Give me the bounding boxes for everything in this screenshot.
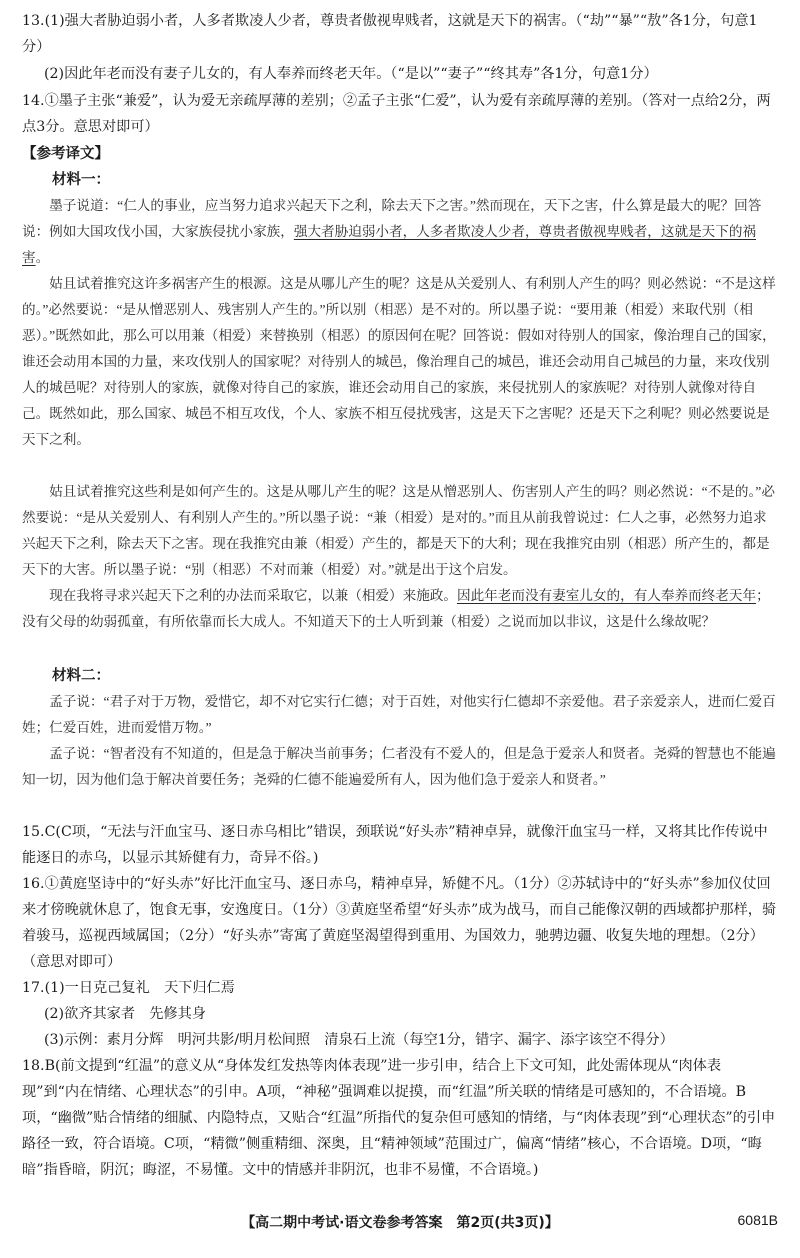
material-2-paragraph-2: 孟子说：“智者没有不知道的，但是急于解决当前事务；仁者没有不爱人的，但是急于爱亲人和贤者。尧舜的智慧也不能遍知一切，因为他们急于解决首要任务；尧舜的仁德不能遍爱所有人，因为他们急于爱亲人和贤者。” — [22, 746, 776, 787]
answer-13-part-1: 13.(1)强大者胁迫弱小者，人多者欺凌人少者，尊贵者傲视卑贱者，这就是天下的祸害。（“劫”“暴”“敖”各1分，句意1分） — [22, 13, 758, 55]
translation-header: 【参考译文】 — [22, 146, 109, 162]
underlined-passage-3: 有人奉养而终老天年 — [633, 588, 757, 603]
answer-15: 15.C(C项，“无法与汗血宝马、逐日赤乌相比”错误，颈联说“好头赤”精神卓异，就像汗血宝马一样，又将其比作传说中能逐日的赤乌，以显示其矫健有力，奇异不俗。) — [22, 824, 768, 866]
answer-17-part-1: 17.(1)一日克己复礼 天下归仁焉 — [22, 980, 235, 996]
answer-17-part-2: (2)欲齐其家者 先修其身 — [44, 1006, 206, 1022]
material-2-title: 材料二： — [52, 668, 110, 684]
answer-18: 18.B(前文提到“红温”的意义从“身体发红发热等肉体表现”进一步引申，结合上下文可知，此处需体现从“肉体表现”到“内在情绪、心理状态”的引申。A项，“神秘”强调难以捉摸，而“红温”所关联的情绪是可感知的，不合语境。B项，“幽微”贴合情绪的细腻、内隐特点，又贴合“红温”所指代的复杂但可感知的情绪，与“肉体表现”到“心理状态”的引申路径一致，符合语境。C项，“精微”侧重精细、深奥，且“精神领域”范围过广，偏离“情绪”核心，不合语境。D项，“晦暗”指昏暗，阴沉；晦涩，不易懂。文中的情感并非阴沉，也非不易懂，不合语境。) — [22, 1058, 776, 1178]
footer-code: 6081B — [737, 1212, 778, 1228]
answer-17-part-3: (3)示例：素月分辉 明河共影/明月松间照 清泉石上流（每空1分，错字、漏字、添字该空不得分） — [44, 1032, 674, 1048]
material-1-paragraph-4: 现在我将寻求兴起天下之利的办法而采取它，以兼（相爱）来施政。因此年老而没有妻室儿女的，有人奉养而终老天年；没有父母的幼弱孤童，有所依靠而长大成人。不知道天下的士人听到兼（相爱）之说而加以非议，这是什么缘故呢？ — [22, 588, 770, 629]
material-1-paragraph-2: 姑且试着推究这许多祸害产生的根源。这是从哪儿产生的呢？这是从关爱别人、有利别人产生的吗？则必然说：“不是这样的。”必然要说：“是从憎恶别人、残害别人产生的。”所以别（相恶）是不对的。所以墨子说：“要用兼（相爱）来取代别（相恶）。”既然如此，那么可以用兼（相爱）来替换别（相恶）的原因何在呢？回答说：假如对待别人的国家，像治理自己的国家，谁还会动用本国的力量，来攻伐别人的国家呢？对待别人的城邑，像治理自己的城邑，谁还会动用自己城邑的力量，来攻伐别人的城邑呢？对待别人的家族，就像对待自己的家族，谁还会动用自己的家族，来侵扰别人的家族呢？对待别人就像对待自己。既然如此，那么国家、城邑不相互攻伐，个人、家族不相互侵扰残害，这是天下之害呢？还是天下之利呢？则必然要说是天下之利。 — [22, 276, 776, 447]
material-1-paragraph-1: 墨子说道：“仁人的事业，应当努力追求兴起天下之利，除去天下之害。”然而现在，天下之害，什么算是最大的呢？回答说：例如大国攻伐小国，大家族侵扰小家族，强大者胁迫弱小者，人多者欺凌人少者，尊贵者傲视卑贱者，这就是天下的祸害。 — [22, 198, 762, 265]
answer-16: 16.①黄庭坚诗中的“好头赤”好比汗血宝马、逐日赤乌，精神卓异，矫健不凡。（1分）②苏轼诗中的“好头赤”参加仪仗回来才傍晚就休息了，饱食无事，安逸度日。（1分）③黄庭坚希望“好头赤”成为战马，而自己能像汉朝的西域都护那样，骑着骏马，巡视西域属国；（2分）“好头赤”寄寓了黄庭坚渴望得到重用、为国效力，驰骋边疆、收复失地的理想。（2分）（意思对即可） — [22, 876, 777, 970]
material-1-paragraph-3: 姑且试着推究这些利是如何产生的。这是从哪儿产生的呢？这是从憎恶别人、伤害别人产生的吗？则必然说：“不是的。”必然要说：“是从关爱别人、有利别人产生的。”所以墨子说：“兼（相爱）是对的。”而且从前我曾说过：仁人之事，必然努力追求兴起天下之利，除去天下之害。现在我推究由兼（相爱）产生的，都是天下的大利；现在我推究由别（相恶）所产生的，都是天下的大害。所以墨子说：“别（相恶）不对而兼（相爱）对。”就是出于这个启发。 — [22, 484, 775, 577]
underlined-passage-1: 强大者胁迫弱小者，人多者欺凌人少者，尊贵者傲视卑贱者，这就是天下的祸害 — [22, 224, 757, 265]
answer-13-part-2: (2)因此年老而没有妻子儿女的，有人奉养而终老天年。（“是以”“妻子”“终其寿”各1分，句意1分） — [44, 66, 658, 82]
answer-14: 14.①墨子主张“兼爱”，认为爱无亲疏厚薄的差别；②孟子主张“仁爱”，认为爱有亲疏厚薄的差别。（答对一点给2分，两点3分。意思对即可） — [22, 93, 771, 135]
material-1-title: 材料一： — [52, 172, 110, 188]
underlined-passage-2: 因此年老而没有妻室儿女的， — [457, 588, 634, 603]
footer-title: 【高二期中考试·语文卷参考答案 第2页(共3页)】 — [241, 1215, 559, 1231]
material-2-paragraph-1: 孟子说：“君子对于万物，爱惜它，却不对它实行仁德；对于百姓，对他实行仁德却不亲爱他。君子亲爱亲人，进而仁爱百姓；仁爱百姓，进而爱惜万物。” — [22, 694, 776, 735]
